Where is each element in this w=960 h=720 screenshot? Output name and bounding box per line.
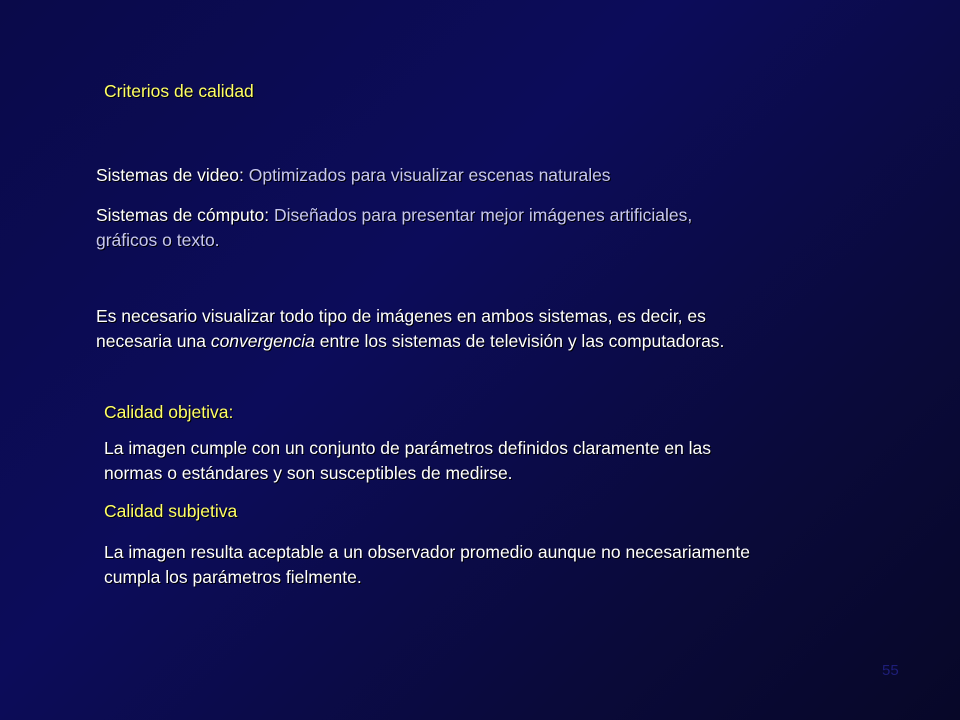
subjective-quality-paragraph [104, 540, 904, 590]
objective-quality-line-2: normas o estándares y son susceptibles de medirse. [104, 463, 513, 483]
video-systems-label: Sistemas de video: [96, 165, 249, 185]
convergence-emphasis: convergencia [210, 331, 315, 351]
subjective-quality-line-2: cumpla los parámetros fielmente. [104, 567, 362, 587]
convergence-paragraph [96, 304, 876, 354]
video-systems-text: Optimizados para visualizar escenas naturales [248, 165, 611, 185]
convergence-line-2-start: necesaria una [96, 331, 211, 351]
objective-quality-line-1: La imagen cumple con un conjunto de parámetros definidos claramente en las [104, 438, 712, 458]
computer-systems-label: Sistemas de cómputo: [96, 205, 274, 225]
convergence-line-2 [96, 329, 876, 354]
computer-systems-paragraph [96, 203, 856, 253]
objective-quality-heading: Calidad objetiva: [104, 402, 234, 422]
slide-title: Criterios de calidad [104, 81, 254, 101]
computer-systems-text-2: gráficos o texto. [96, 230, 220, 250]
subjective-quality-line-1: La imagen resulta aceptable a un observador promedio aunque no necesariamente [104, 542, 750, 562]
computer-systems-text-1: Diseñados para presentar mejor imágenes artificiales, [274, 205, 693, 225]
video-systems-line [96, 163, 611, 188]
subjective-quality-heading: Calidad subjetiva [104, 501, 238, 521]
computer-systems-line-1 [96, 203, 856, 228]
convergence-line-1: Es necesario visualizar todo tipo de imágenes en ambos sistemas, es decir, es [96, 306, 706, 326]
objective-quality-paragraph [104, 436, 864, 486]
page-number: 55 [882, 662, 899, 679]
convergence-line-2-end: entre los sistemas de televisión y las computadoras. [314, 331, 725, 351]
